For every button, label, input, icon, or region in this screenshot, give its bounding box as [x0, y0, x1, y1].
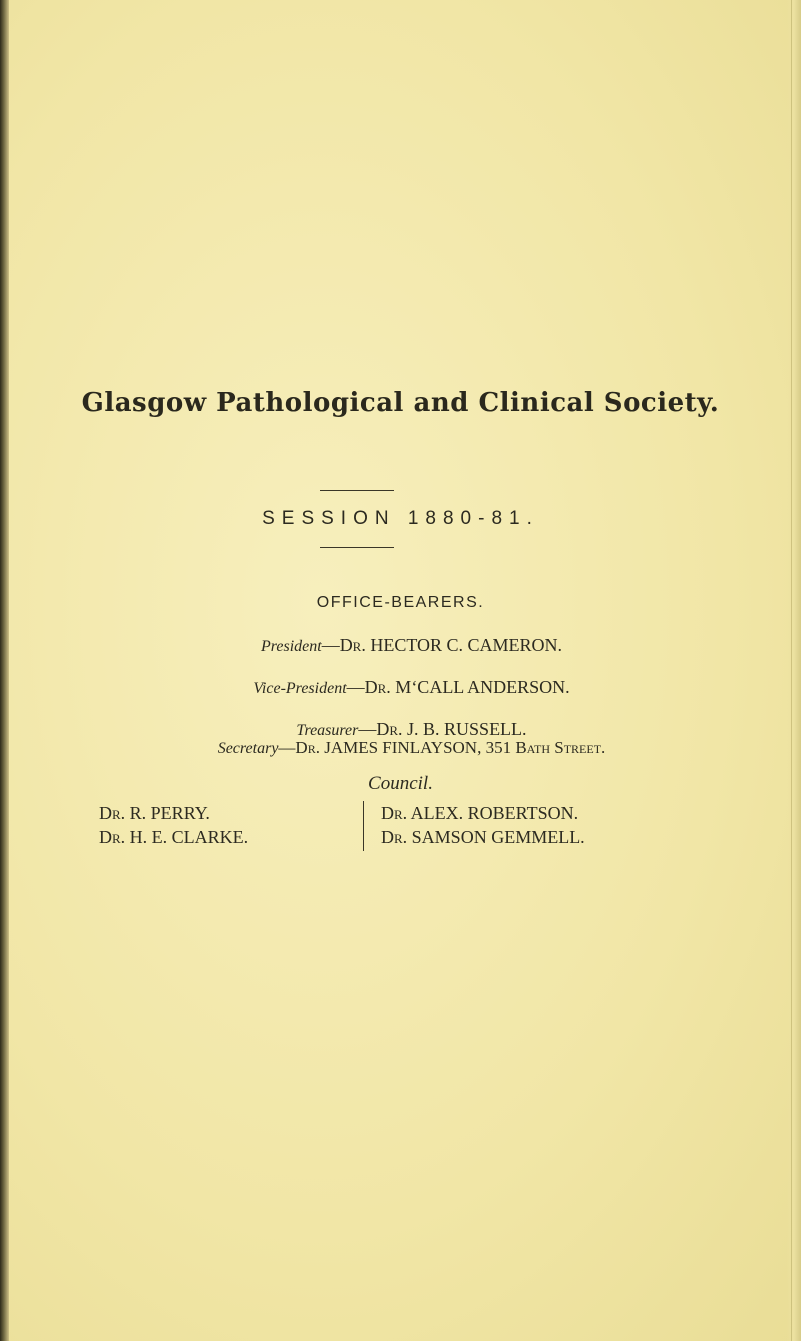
office-bearer-secretary [0, 738, 801, 758]
role-dash: — [346, 677, 365, 697]
office-bearer-vice-president [0, 677, 801, 698]
officer-name: Dr. J. B. RUSSELL. [376, 719, 527, 739]
top-rule [320, 490, 394, 491]
council-left-column [99, 801, 248, 849]
office-bearers-heading: OFFICE-BEARERS. [316, 594, 485, 611]
society-title: Glasgow Pathological and Clinical Society. [81, 388, 720, 418]
bottom-rule [320, 547, 394, 548]
council-member: Dr. H. E. CLARKE. [99, 827, 249, 847]
council-heading: Council. [368, 773, 433, 794]
officer-name: Dr. HECTOR C. CAMERON. [339, 635, 563, 655]
role-dash: — [358, 719, 377, 739]
page-left-edge [0, 0, 9, 1341]
role-label: Secretary [217, 740, 279, 757]
council-right-column [381, 801, 585, 849]
role-dash: — [321, 635, 340, 655]
role-label: Treasurer [296, 722, 359, 739]
session-heading: SESSION 1880-81. [262, 508, 539, 529]
role-label: President [260, 638, 322, 655]
role-label: Vice-President [253, 680, 347, 697]
council-member: Dr. R. PERRY. [99, 803, 210, 823]
council-member: Dr. ALEX. ROBERTSON. [381, 803, 579, 823]
page-right-edge [787, 0, 801, 1341]
page-right-edge-line [791, 0, 792, 1341]
officer-name: Dr. JAMES FINLAYSON, 351 Bath Street. [295, 738, 606, 757]
office-bearer-president [0, 635, 801, 656]
council-member: Dr. SAMSON GEMMELL. [381, 827, 585, 847]
office-bearer-treasurer [0, 719, 801, 740]
officer-name: Dr. M‘CALL ANDERSON. [364, 677, 570, 697]
role-dash: — [278, 738, 296, 757]
council-divider [363, 801, 364, 851]
